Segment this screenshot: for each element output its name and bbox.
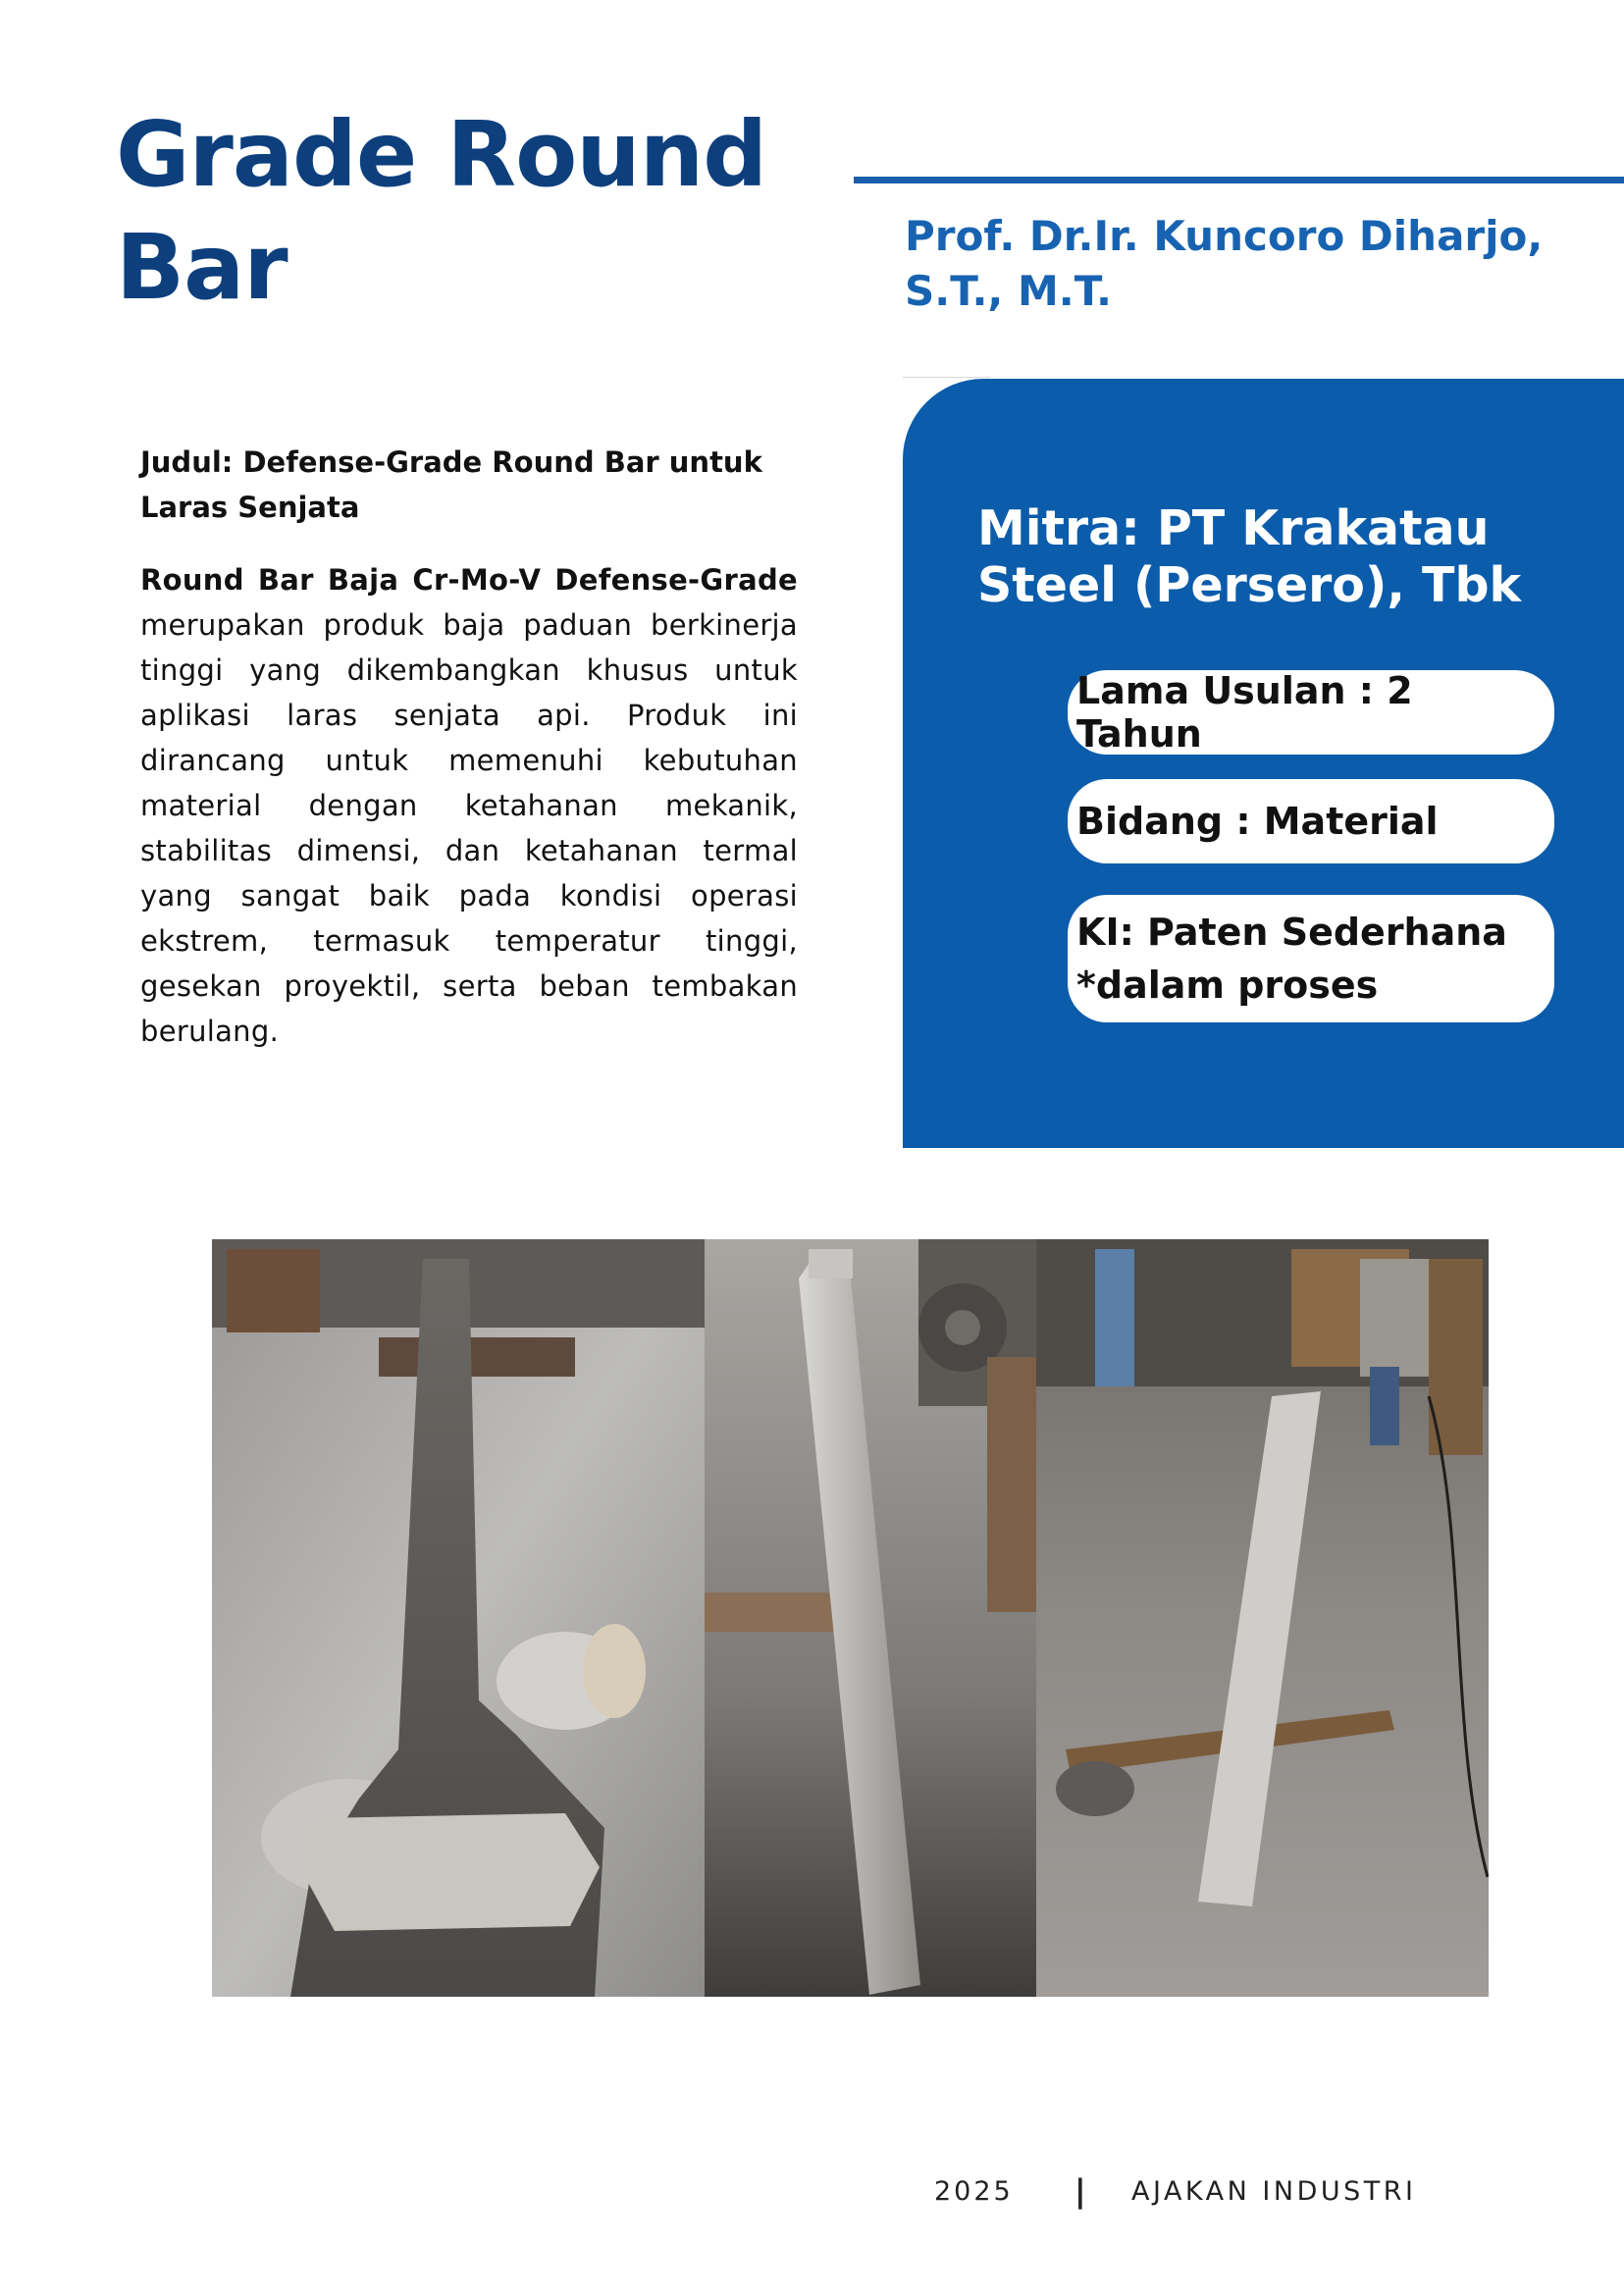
author-name: Prof. Dr.Ir. Kuncoro Diharjo, S.T., M.T. bbox=[905, 212, 1544, 315]
product-photos bbox=[212, 1239, 1489, 1997]
info-panel bbox=[903, 379, 1624, 1148]
mitra-heading: Mitra: PT Krakatau Steel (Persero), Tbk bbox=[977, 500, 1522, 613]
footer-separator: | bbox=[1074, 2172, 1086, 2210]
photo-2 bbox=[705, 1239, 1036, 1997]
description-body: merupakan produk baja paduan berkinerja tinggi yang dikembangkan khusus untuk aplikasi laras senjata api. Produk ini dirancang untuk memenuhi kebutuhan material dengan ketahanan mekanik, stabilitas dimensi, dan ketahanan termal yang sangat baik pada kondisi operasi ekstrem, termasuk temperatur tinggi, gesekan proyektil, serta beban tembakan berulang. bbox=[140, 608, 798, 1048]
lama-usulan-label: Lama Usulan : 2 Tahun bbox=[1076, 669, 1413, 756]
bidang-label: Bidang : Material bbox=[1076, 800, 1439, 843]
photo-3 bbox=[1036, 1239, 1489, 1997]
description-text bbox=[140, 557, 798, 1054]
header-rule bbox=[854, 177, 1624, 183]
footer-label: AJAKAN INDUSTRI bbox=[1131, 2176, 1417, 2207]
divider bbox=[903, 377, 991, 378]
description-column bbox=[140, 440, 798, 1054]
ki-label: KI: Paten Sederhana *dalam proses bbox=[1076, 911, 1507, 1007]
footer-year: 2025 bbox=[934, 2176, 1014, 2207]
photo-1 bbox=[212, 1239, 705, 1997]
lama-usulan-badge bbox=[1068, 670, 1554, 755]
ki-badge bbox=[1068, 895, 1554, 1022]
page-title: Grade Round Bar bbox=[116, 102, 767, 320]
footer bbox=[0, 2172, 1624, 2216]
bidang-badge bbox=[1068, 779, 1554, 863]
judul-heading: Judul: Defense-Grade Round Bar untuk Laras Senjata bbox=[140, 445, 762, 524]
description-lead: Round Bar Baja Cr-Mo-V Defense-Grade bbox=[140, 563, 798, 597]
